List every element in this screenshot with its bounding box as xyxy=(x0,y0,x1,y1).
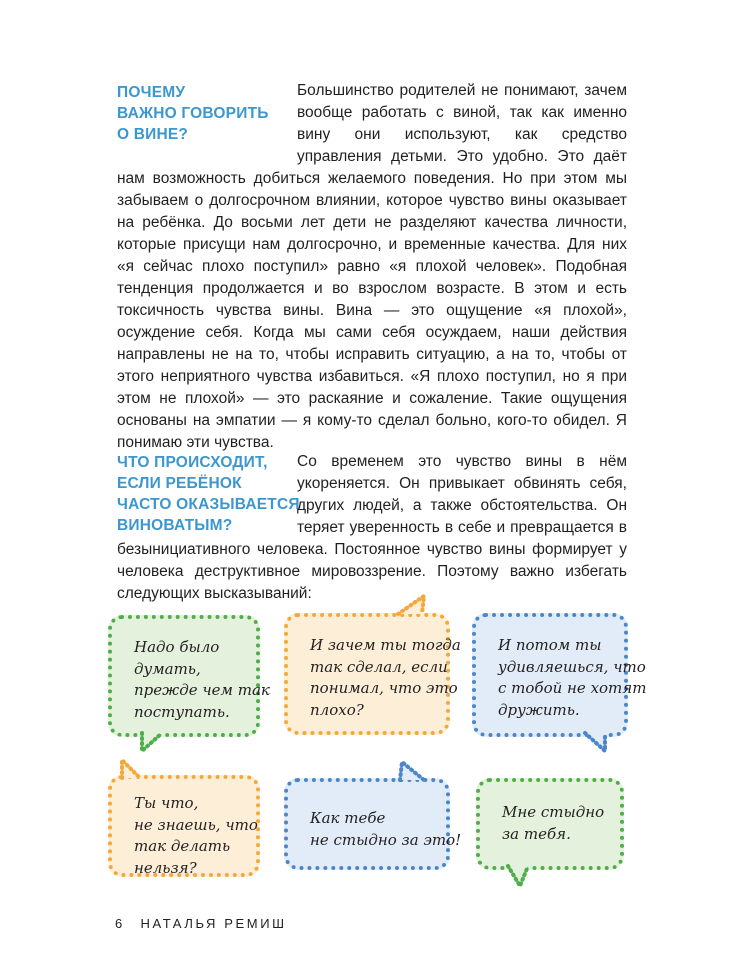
page-number: 6 xyxy=(115,916,123,931)
bubble-line: удивляешься, что xyxy=(498,657,646,676)
bubble-line: И зачем ты тогда xyxy=(310,636,461,654)
bubble-line: не знаешь, что xyxy=(134,815,258,834)
heading-line: ВАЖНО ГОВОРИТЬ xyxy=(117,105,269,122)
bubble-line: дружить. xyxy=(498,700,580,719)
bubble-line: Надо было xyxy=(134,638,220,656)
heading-line: ВИНОВАТЫМ? xyxy=(117,517,233,534)
author-name: НАТАЛЬЯ РЕМИШ xyxy=(140,916,287,931)
speech-bubble xyxy=(108,775,260,877)
bubble-line: думать, xyxy=(134,659,201,678)
heading-line: ЕСЛИ РЕБЁНОК xyxy=(117,475,242,492)
heading-line: ПОЧЕМУ xyxy=(117,84,186,101)
speech-tail xyxy=(140,733,168,755)
bubble-line: не стыдно за это! xyxy=(310,830,462,849)
paragraph-text: Большинство родителей не понимают, зачем вообще работать с виной, так как именно вину они используют, как средство управления детьми. Это удобно. Это даёт нам возможность добиться желаемого поведения. Но при этом мы забываем о долгосрочном влиянии, которое чувство вины оказывает на ребёнка. До восьми лет дети не разделяют качества личности, которые присущи нам долгосрочно, и временные качества. Для них «я сейчас плохо поступил» равно «я плохой человек». Подобная тенденция продолжается и во взрослом возрасте. В этом и есть токсичность чувства вины. Вина — это ощущение «я плохой», осуждение себя. Когда мы сами себя осуждаем, наши действия направлены не на то, чтобы исправить ситуацию, а на то, чтобы от этого неприятного чувства избавиться. «Я плохо поступил, но я при этом не плохой» — это раскаяние и сожаление. Такие ощущения основаны на эмпатии — я кому-то сделал больно, кого-то обидел. Я понимаю эти чувства. xyxy=(117,82,627,451)
bubble-line: поступать. xyxy=(134,702,230,721)
bubble-line: нельзя? xyxy=(134,858,197,877)
speech-tail xyxy=(585,733,613,755)
speech-tail xyxy=(398,594,428,616)
bubble-line: с тобой не хотят xyxy=(498,679,647,697)
speech-bubble xyxy=(476,778,624,870)
speech-bubble xyxy=(108,615,270,737)
paragraph-text: Со временем это чувство вины в нём укореняется. Он привыкает обвинять себя, других людей, а также обстоятельства. Он теряет уверенность в себе и превращается в безынициативного человека. Постоянное чувство вины формирует у человека деструктивное мировоззрение. Поэтому важно избегать следующих высказываний: xyxy=(117,453,627,602)
section-paragraph-why xyxy=(117,80,627,454)
speech-tail xyxy=(400,762,428,782)
speech-tail xyxy=(506,866,534,890)
speech-tail xyxy=(118,760,144,780)
bubble-line: Как тебе xyxy=(310,809,386,827)
bubble-line: Мне стыдно xyxy=(502,803,605,821)
heading-line: ЧАСТО ОКАЗЫВАЕТСЯ xyxy=(117,496,300,513)
bubble-line: прежде чем так xyxy=(134,681,270,699)
speech-bubble xyxy=(284,613,461,735)
section-paragraph-what-happens xyxy=(117,451,627,605)
page-footer xyxy=(115,916,287,931)
heading-line: ЧТО ПРОИСХОДИТ, xyxy=(117,454,268,471)
bubble-line: Ты что, xyxy=(134,794,199,812)
bubble-line: за тебя. xyxy=(502,824,571,843)
speech-bubble xyxy=(472,613,647,737)
bubble-line: плохо? xyxy=(310,700,364,719)
speech-bubble xyxy=(284,778,462,870)
bubble-line: И потом ты xyxy=(498,636,602,654)
heading-line: О ВИНЕ? xyxy=(117,126,189,143)
bubble-line: так сделал, если xyxy=(310,657,448,676)
bubble-line: понимал, что это xyxy=(310,679,458,697)
bubble-line: так делать xyxy=(134,837,231,855)
